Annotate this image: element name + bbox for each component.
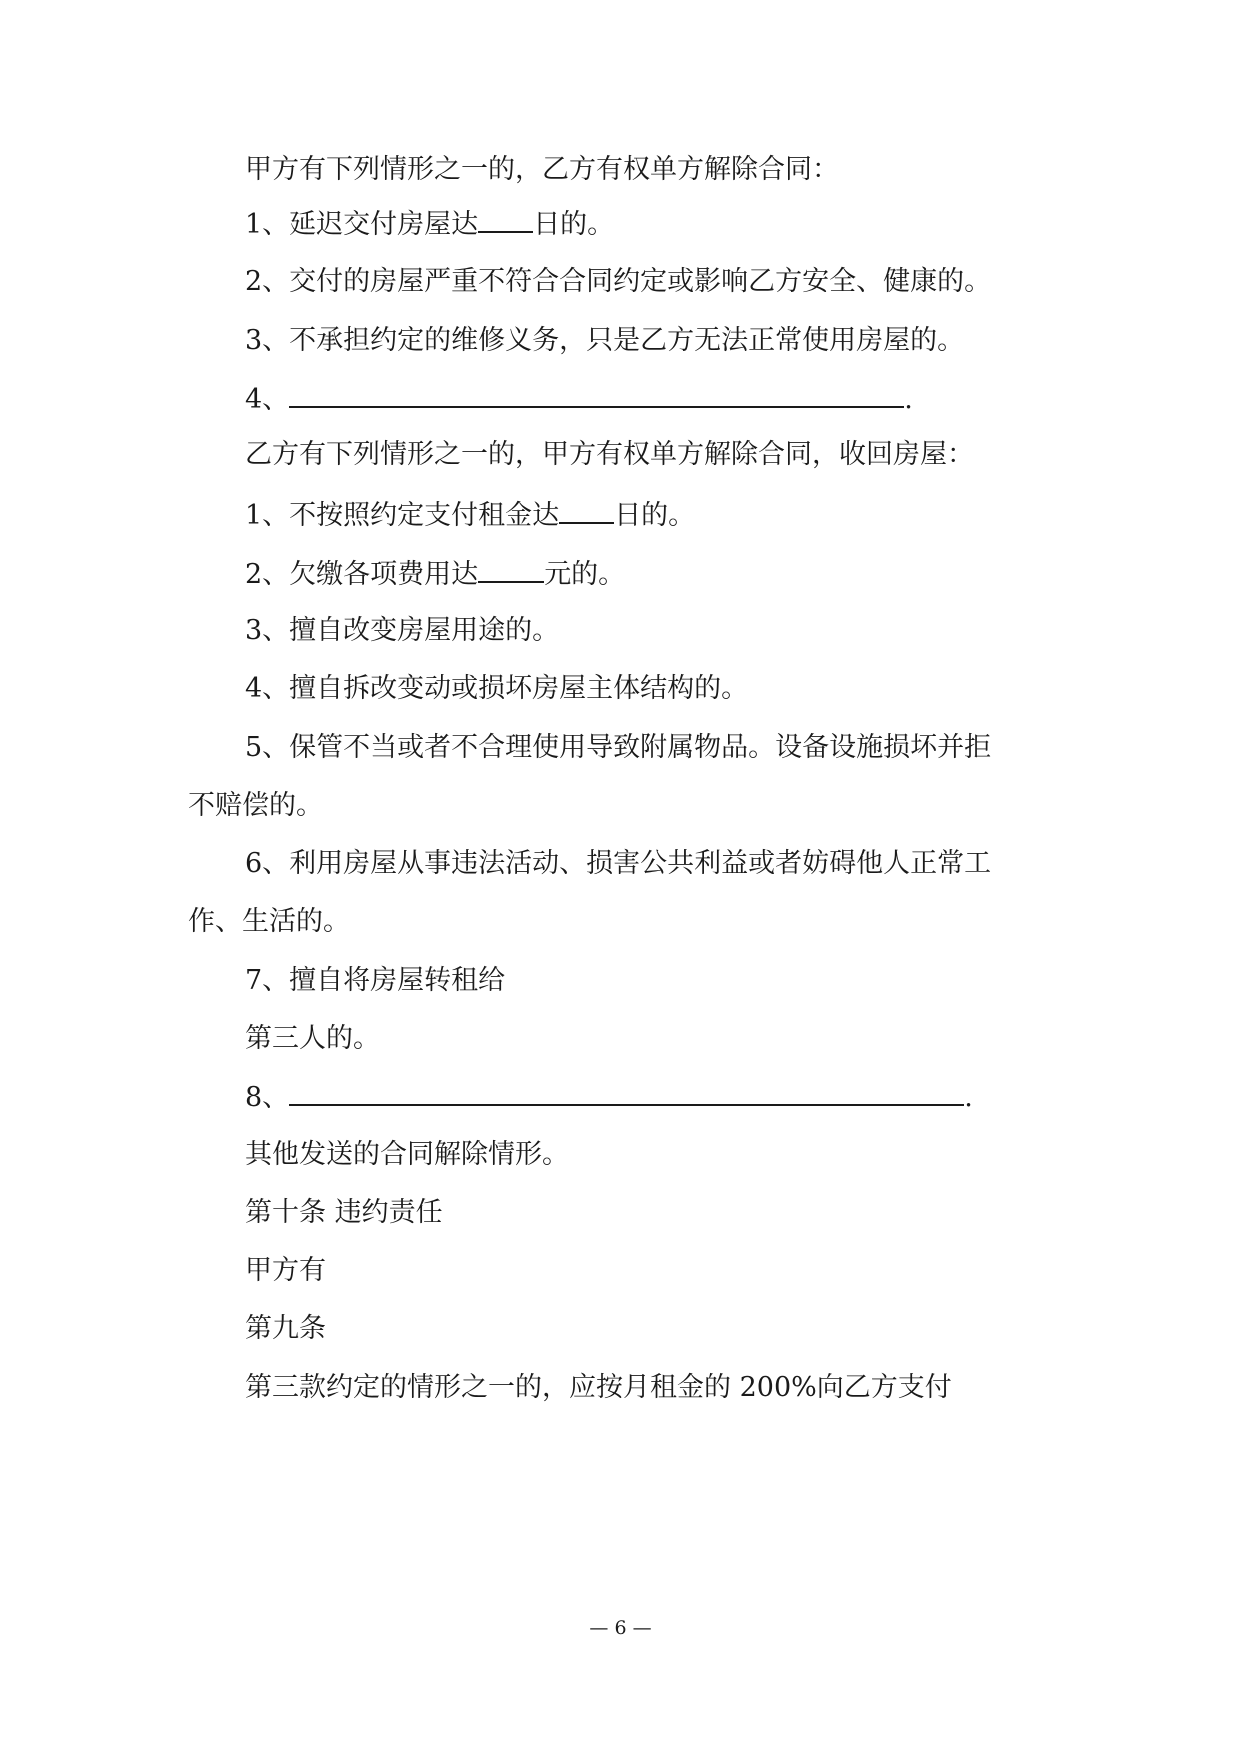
fill-in-blank (478, 205, 533, 233)
paragraph-article-9-ref: 第九条 (245, 1313, 326, 1344)
list-item-rent-overdue (245, 496, 695, 534)
list-item-text: 元的。 (544, 559, 626, 590)
list-item-no-maintenance: 3、不承担约定的维修义务，只是乙方无法正常使用房屋的。 (245, 325, 965, 356)
page-number: — 6 — (589, 1617, 652, 1639)
list-item-fees-overdue (245, 555, 625, 593)
list-item-text: 4、 (245, 384, 290, 415)
fill-in-blank (478, 555, 544, 583)
list-item-text: 2、欠缴各项费用达 (245, 559, 479, 590)
list-item-damage-facilities-continued: 不赔偿的。 (188, 790, 323, 821)
list-item-illegal-activity-continued: 作、生活的。 (188, 906, 350, 937)
list-item-text: 1、不按照约定支付租金达 (245, 500, 560, 531)
list-item-house-nonconforming: 2、交付的房屋严重不符合合同约定或影响乙方安全、健康的。 (245, 266, 992, 297)
list-item-alter-structure: 4、擅自拆改变动或损坏房屋主体结构的。 (245, 673, 749, 704)
list-item-change-use: 3、擅自改变房屋用途的。 (245, 615, 560, 646)
list-item-sublet: 7、擅自将房屋转租给 (245, 965, 506, 996)
list-item-text: 日的。 (614, 500, 696, 531)
paragraph-party-a-has: 甲方有 (245, 1255, 326, 1286)
list-item-sublet-continued: 第三人的。 (245, 1023, 380, 1054)
fill-in-blank (289, 1078, 964, 1106)
list-item-blank-8 (245, 1078, 973, 1116)
paragraph-penalty: 第三款约定的情形之一的，应按月租金的 200%向乙方支付 (245, 1372, 952, 1403)
list-item-delay-delivery (245, 205, 614, 243)
paragraph-other-termination: 其他发送的合同解除情形。 (245, 1139, 569, 1170)
fill-in-blank (559, 496, 614, 524)
list-item-text: 日的。 (533, 209, 615, 240)
list-item-blank-4 (245, 380, 913, 418)
list-item-text: . (964, 1082, 973, 1113)
list-item-illegal-activity: 6、利用房屋从事违法活动、损害公共利益或者妨碍他人正常工 (245, 848, 992, 879)
fill-in-blank (289, 380, 904, 408)
list-item-text: . (904, 384, 913, 415)
paragraph-party-a-termination-intro: 甲方有下列情形之一的，乙方有权单方解除合同： (245, 154, 839, 185)
list-item-text: 8、 (245, 1082, 290, 1113)
list-item-text: 1、延迟交付房屋达 (245, 209, 479, 240)
section-heading-article-10: 第十条 违约责任 (245, 1197, 443, 1228)
list-item-damage-facilities: 5、保管不当或者不合理使用导致附属物品。设备设施损坏并拒 (245, 732, 992, 763)
paragraph-party-b-termination-intro: 乙方有下列情形之一的，甲方有权单方解除合同，收回房屋： (245, 439, 974, 470)
